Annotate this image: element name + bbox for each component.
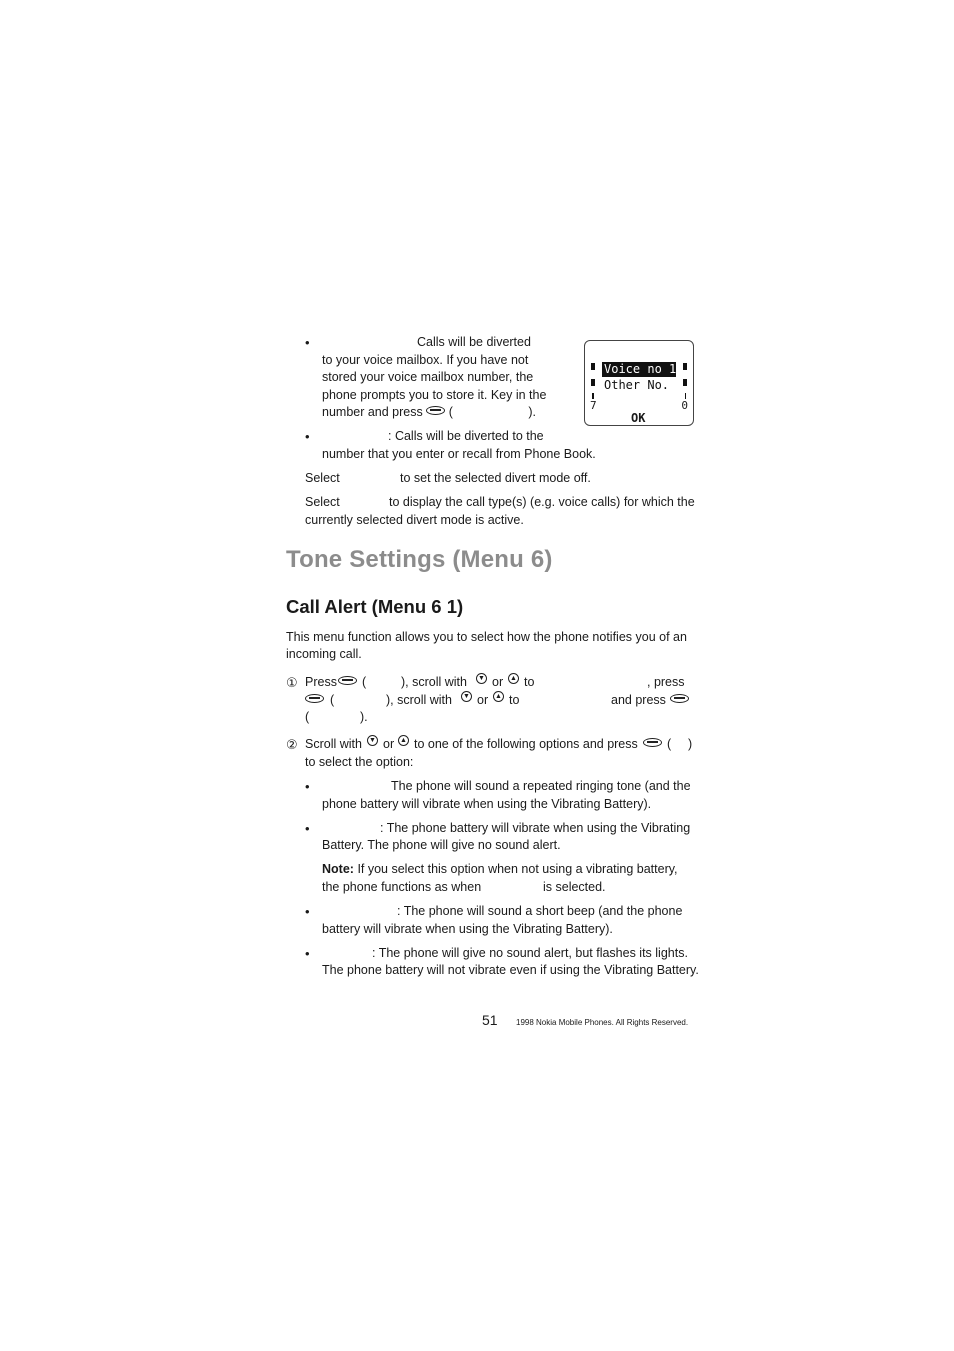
status-text-1: to display the call type(s) (e.g. voice calls) for which the [389, 495, 695, 509]
note-text-1: If you select this option when not using a vibrating battery, [357, 862, 678, 876]
step-1-line2-key2 [670, 692, 689, 710]
bullet: • [305, 779, 310, 794]
bullet: • [305, 946, 310, 961]
other-text-1: : Calls will be diverted to the [388, 429, 544, 443]
scroll-up-icon: ▲ [398, 735, 409, 746]
vibrate-text-2: Battery. The phone will give no sound alert. [322, 838, 561, 852]
softkey-icon [643, 738, 662, 747]
bullet: • [305, 335, 310, 350]
bullet: • [305, 429, 310, 444]
silent-text-2: The phone battery will not vibrate even if using the Vibrating Battery. [322, 963, 699, 977]
display-softkey-label: OK [631, 411, 646, 425]
intro-text-1: This menu function allows you to select how the phone notifies you of an [286, 630, 687, 644]
bullet: • [305, 904, 310, 919]
display-left-digit: 7 [590, 399, 597, 412]
step-1-open3: ( [305, 710, 310, 724]
paren-close: ). [528, 405, 537, 419]
phone-display [584, 340, 694, 426]
step-1-or2: or [477, 693, 489, 707]
note-text-2b: is selected. [543, 880, 606, 894]
beep-text-2: battery will vibrate when using the Vibrating Battery). [322, 922, 613, 936]
step-1-andpress: and press [611, 693, 666, 707]
voicemail-text-4: phone prompts you to store it. Key in the [322, 388, 547, 402]
step-1-to2: to [509, 693, 520, 707]
softkey-icon [338, 676, 357, 685]
down-arrow [367, 735, 378, 753]
voicemail-text-1: Calls will be diverted [417, 335, 531, 349]
intro-text-2: incoming call. [286, 647, 362, 661]
cancel-select: Select [305, 471, 340, 485]
scroll-down-icon: ▼ [367, 735, 378, 746]
step-1-scroll2: ), scroll with [386, 693, 452, 707]
step-2-text: to one of the following options and press [414, 737, 638, 751]
cancel-text: to set the selected divert mode off. [400, 471, 591, 485]
step-2-close: ) [688, 737, 693, 751]
step-2-number: ② [286, 737, 298, 752]
step-1-press: Press [305, 675, 337, 689]
step-1-line1 [338, 674, 357, 692]
step-1-press2: , press [647, 675, 685, 689]
step-1-open: ( [362, 675, 367, 689]
step-1-open2: ( [330, 693, 335, 707]
step-1-to: to [524, 675, 535, 689]
voicemail-press: number and press [322, 405, 423, 419]
note-line-1 [322, 861, 678, 879]
step-1-line2-key [305, 692, 324, 710]
bullet: • [305, 821, 310, 836]
section-subtitle: Call Alert (Menu 6 1) [286, 596, 464, 617]
scroll-bar-left [591, 379, 595, 386]
status-text-2: currently selected divert mode is active. [305, 513, 524, 527]
scroll-down-icon: ▼ [461, 691, 472, 702]
step-2-key [643, 736, 662, 754]
beep-text-1: : The phone will sound a short beep (and the phone [397, 904, 683, 918]
section-title: Tone Settings (Menu 6) [286, 546, 553, 573]
ringing-text-1: The phone will sound a repeated ringing tone (and the [391, 779, 691, 793]
up-arrow [508, 673, 519, 691]
other-text-2: number that you enter or recall from Phone Book. [322, 447, 596, 461]
softkey-icon [305, 694, 324, 703]
step-1-close3: ). [360, 710, 368, 724]
display-line-1: Voice no 1 [604, 362, 677, 376]
up-arrow [493, 691, 504, 709]
silent-text-1: : The phone will give no sound alert, but flashes its lights. [372, 946, 688, 960]
scroll-bar-right [683, 379, 687, 386]
voicemail-text-5 [322, 404, 536, 422]
up-arrow [398, 735, 409, 753]
voicemail-text-3: stored your voice mailbox number, the [322, 370, 534, 384]
scroll-bar-right [683, 363, 687, 370]
step-2-open: ( [667, 737, 672, 751]
softkey-icon [670, 694, 689, 703]
step-2-scroll: Scroll with [305, 737, 362, 751]
step-2-line2: to select the option: [305, 755, 414, 769]
step-1-number: ① [286, 675, 298, 690]
ringing-text-2: phone battery will vibrate when using the Vibrating Battery). [322, 797, 652, 811]
note-label: Note: [322, 862, 354, 876]
step-2-or: or [383, 737, 395, 751]
copyright: 1998 Nokia Mobile Phones. All Rights Reserved. [516, 1018, 689, 1027]
scroll-up-icon: ▲ [493, 691, 504, 702]
down-arrow [461, 691, 472, 709]
step-1-or: or [492, 675, 504, 689]
scroll-up-icon: ▲ [508, 673, 519, 684]
scroll-down-icon: ▼ [476, 673, 487, 684]
softkey-icon [426, 406, 445, 415]
voicemail-text-2: to your voice mailbox. If you have not [322, 353, 529, 367]
step-1-scroll: ), scroll with [401, 675, 467, 689]
display-line-2: Other No. [604, 378, 670, 392]
display-right-digit: 0 [681, 399, 688, 412]
down-arrow [476, 673, 487, 691]
scroll-bar-left [591, 363, 595, 370]
paren-open: ( [448, 405, 453, 419]
note-text-2a: the phone functions as when [322, 880, 482, 894]
status-select: Select [305, 495, 340, 509]
page-number: 51 [482, 1012, 498, 1028]
vibrate-text-1: : The phone battery will vibrate when using the Vibrating [380, 821, 691, 835]
